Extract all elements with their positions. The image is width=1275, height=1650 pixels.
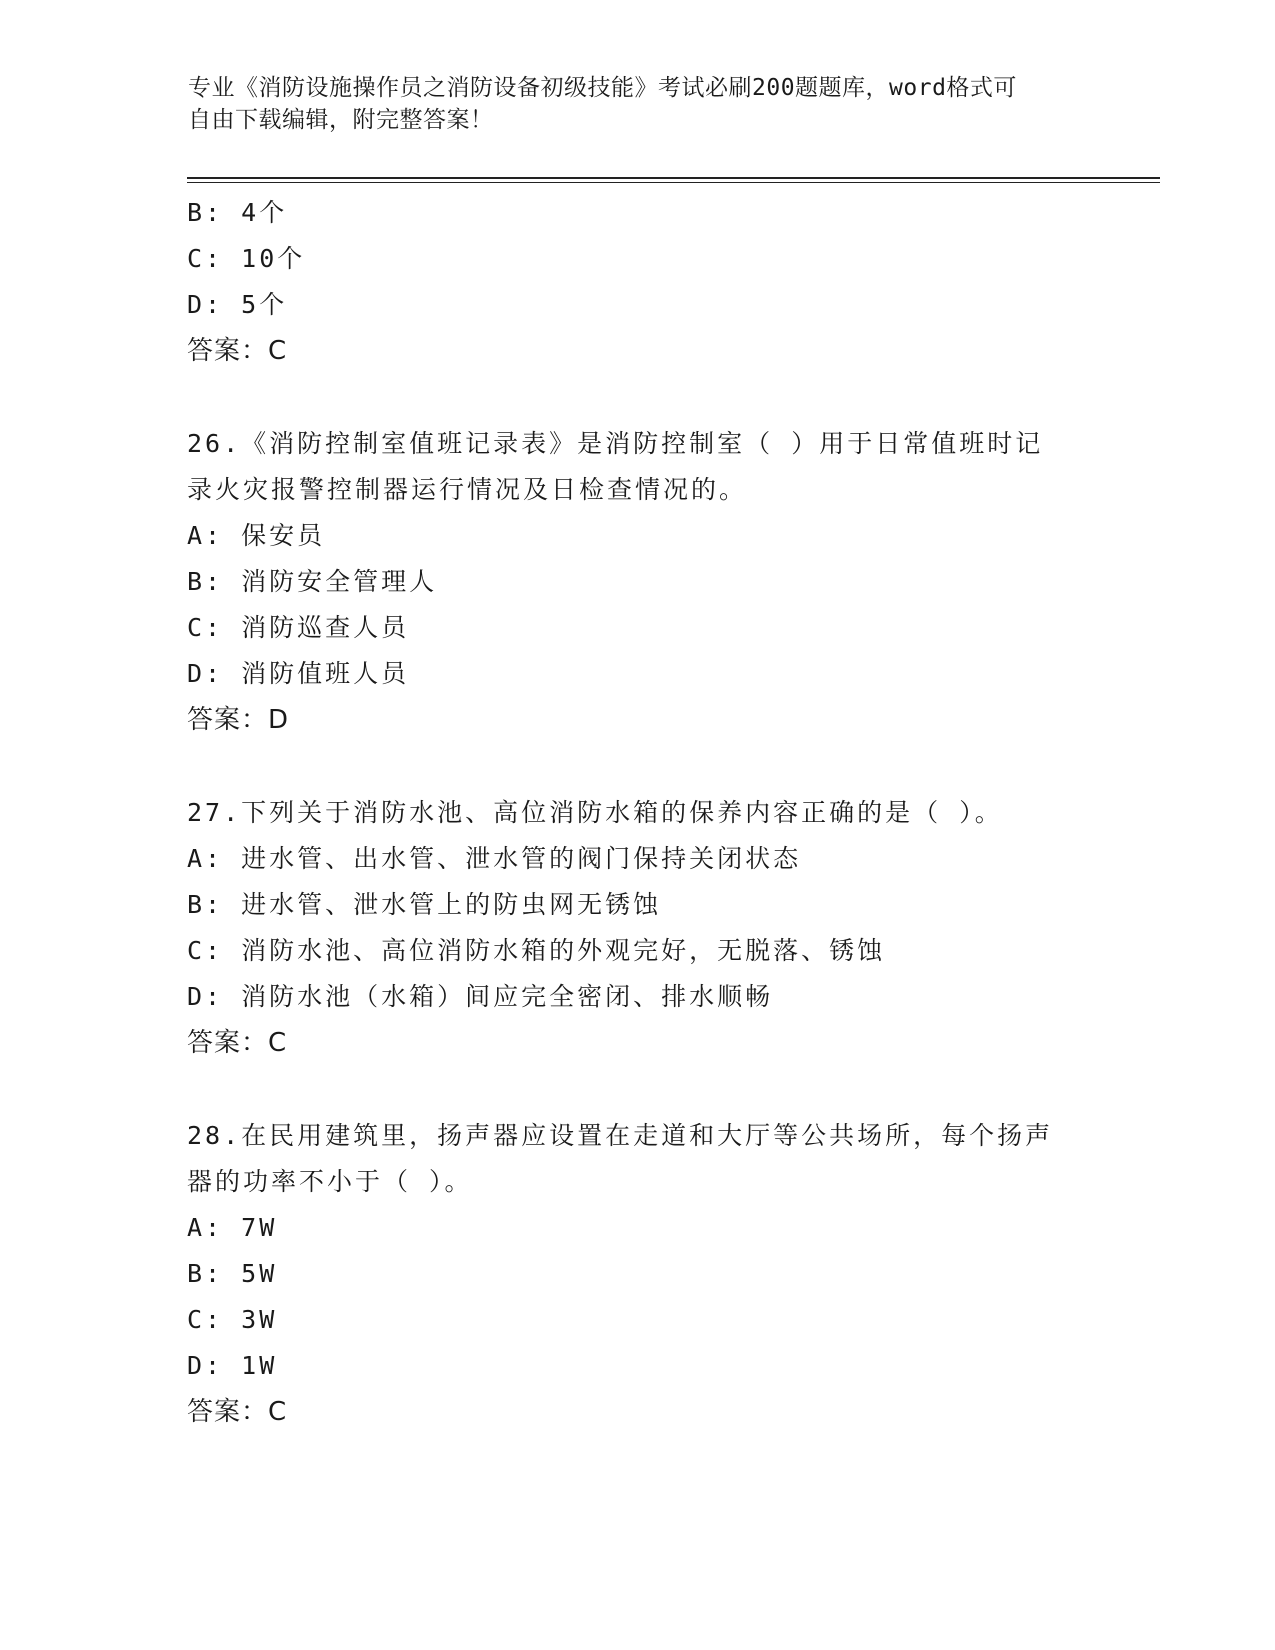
option-d: D: 5个 xyxy=(187,290,288,319)
answer-line: 答案：C xyxy=(187,1028,288,1058)
question-stem-line: 27.下列关于消防水池、高位消防水箱的保养内容正确的是（ ）。 xyxy=(187,798,1003,827)
option-b: B: 进水管、泄水管上的防虫网无锈蚀 xyxy=(187,890,662,919)
header-rule-thin xyxy=(187,182,1160,183)
answer-line: 答案：C xyxy=(187,336,288,366)
option-c: C: 消防巡查人员 xyxy=(187,613,410,642)
option-c: C: 10个 xyxy=(187,244,306,273)
option-a: A: 进水管、出水管、泄水管的阀门保持关闭状态 xyxy=(187,844,802,873)
question-27 xyxy=(187,790,1087,1066)
prev-question-block xyxy=(187,190,1087,374)
option-a: A: 保安员 xyxy=(187,521,326,550)
answer-line: 答案：D xyxy=(187,705,290,735)
question-stem-line: 26.《消防控制室值班记录表》是消防控制室（ ）用于日常值班时记 xyxy=(187,429,1044,458)
question-stem-line: 28.在民用建筑里，扬声器应设置在走道和大厅等公共场所，每个扬声 xyxy=(187,1121,1054,1150)
header-line-2: 自由下载编辑，附完整答案！ xyxy=(188,107,494,133)
question-28 xyxy=(187,1113,1087,1435)
answer-line: 答案：C xyxy=(187,1397,288,1427)
option-d: D: 消防值班人员 xyxy=(187,659,410,688)
option-b: B: 4个 xyxy=(187,198,288,227)
question-content xyxy=(187,190,1087,1435)
option-d: D: 1W xyxy=(187,1351,278,1380)
option-a: A: 7W xyxy=(187,1213,278,1242)
option-c: C: 3W xyxy=(187,1305,278,1334)
header-line-1: 专业《消防设施操作员之消防设备初级技能》考试必刷200题题库，word格式可 xyxy=(188,75,1017,101)
question-stem-line: 录火灾报警控制器运行情况及日检查情况的。 xyxy=(187,475,748,504)
option-d: D: 消防水池（水箱）间应完全密闭、排水顺畅 xyxy=(187,982,774,1011)
question-stem-line: 器的功率不小于（ ）。 xyxy=(187,1167,473,1196)
document-header xyxy=(188,72,1088,136)
option-b: B: 5W xyxy=(187,1259,278,1288)
option-b: B: 消防安全管理人 xyxy=(187,567,438,596)
header-rule-thick xyxy=(187,177,1160,179)
question-26 xyxy=(187,421,1087,743)
option-c: C: 消防水池、高位消防水箱的外观完好，无脱落、锈蚀 xyxy=(187,936,886,965)
